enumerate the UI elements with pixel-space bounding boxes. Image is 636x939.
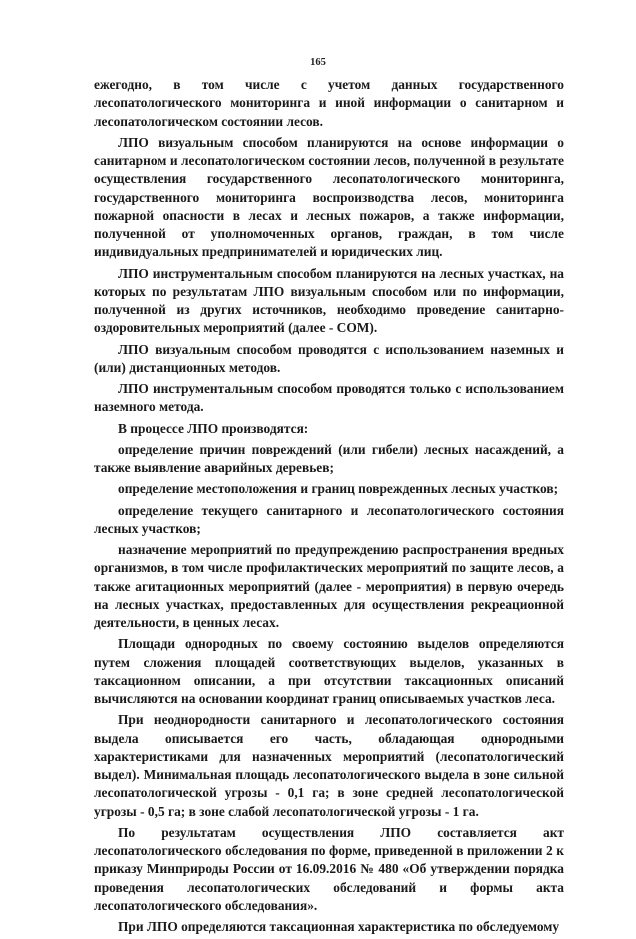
page-number: 165 — [310, 57, 326, 68]
body-text — [94, 76, 564, 939]
paragraph: При неоднородности санитарного и лесопатологического состояния выдела описывается его часть, обладающая однородными характеристиками для назначенных мероприятий (лесопатологический выдел). Минимальная площадь лесопатологического выдела в зоне сильной лесопатологической угрозы - 0,1 га; в зоне средней лесопатологической угрозы - 0,5 га; в зоне слабой лесопатологической угрозы - 1 га. — [94, 712, 564, 819]
paragraph: Площади однородных по своему состоянию выделов определяются путем сложения площадей соответствующих выделов, указанных в таксационном описании, а при отсутствии таксационных описаний вычисляются на основании координат границ описываемых участков леса. — [94, 636, 564, 706]
list-item: назначение мероприятий по предупреждению распространения вредных организмов, в том числе профилактических мероприятий по защите лесов, а также агитационных мероприятий (далее - мероприятия) в первую очередь на лесных участках, предоставленных для осуществления рекреационной деятельности, в ценных лесах. — [94, 542, 564, 630]
paragraph: По результатам осуществления ЛПО составляется акт лесопатологического обследования по форме, приведенной в приложении 2 к приказу Минприроды России от 16.09.2016 № 480 «Об утверждении порядка проведения лесопатологических обследований и формы акта лесопатологического обследования». — [94, 824, 564, 913]
paragraph: При ЛПО определяются таксационная характеристика по обследуемому — [118, 919, 560, 934]
paragraph: ЛПО визуальным способом проводятся с использованием наземных и (или) дистанционных методов. — [94, 341, 564, 375]
paragraph: В процессе ЛПО производятся: — [118, 420, 309, 436]
paragraph: ЛПО инструментальным способом планируются на лесных участках, на которых по результатам ЛПО визуальным способом или по информации, полученной из других источников, необходимо проведение санитарно-оздоровительных мероприятий (далее - СОМ). — [94, 265, 564, 336]
paragraph: ЛПО инструментальным способом проводятся только с использованием наземного метода. — [94, 381, 564, 415]
paragraph: ЛПО визуальным способом планируются на основе информации о санитарном и лесопатологическом состоянии лесов, полученной в результате осуществления государственного лесопатологического мониторинга, государственного мониторинга воспроизводства лесов, мониторинга пожарной опасности в лесах и лесных пожаров, а также информации, полученной от уполномоченных органов, граждан, в том числе индивидуальных предпринимателей и юридических лиц. — [94, 134, 564, 260]
paragraph-continuation: ежегодно, в том числе с учетом данных государственного лесопатологического мониторинга и иной информации о санитарном и лесопатологическом состоянии лесов. — [94, 77, 564, 129]
list-item: определение текущего санитарного и лесопатологического состояния лесных участков; — [94, 502, 564, 536]
list-item: определение местоположения и границ поврежденных лесных участков; — [118, 481, 559, 497]
list-item: определение причин повреждений (или гибели) лесных насаждений, а также выявление аварийных деревьев; — [94, 441, 564, 475]
